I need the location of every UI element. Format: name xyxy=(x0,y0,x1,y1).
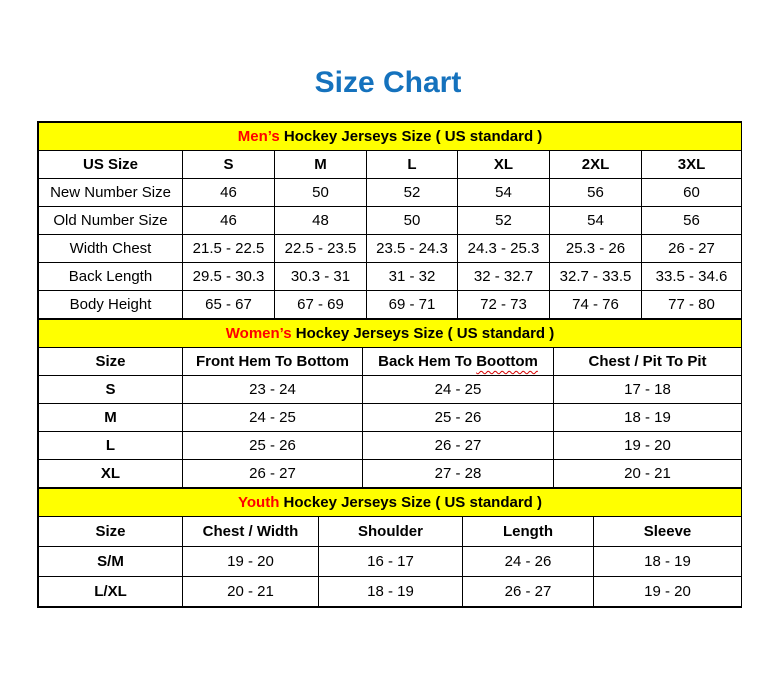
value-cell: 52 xyxy=(367,179,458,207)
value-cell: 26 - 27 xyxy=(463,577,594,607)
value-cell: 50 xyxy=(275,179,367,207)
header-cell: M xyxy=(275,151,367,179)
header-cell: Size xyxy=(39,348,183,376)
header-cell: Size xyxy=(39,517,183,547)
header-text: Back Hem To xyxy=(378,353,477,370)
misspelled-word: Boottom xyxy=(476,353,538,370)
table-row xyxy=(39,460,742,488)
header-cell: S xyxy=(183,151,275,179)
mens-section-banner xyxy=(39,123,742,151)
value-cell: 56 xyxy=(550,179,642,207)
header-cell: Chest / Width xyxy=(183,517,319,547)
value-cell: 17 - 18 xyxy=(554,376,742,404)
youth-banner-highlight: Youth xyxy=(238,494,280,511)
value-cell: 56 xyxy=(642,207,742,235)
value-cell: 20 - 21 xyxy=(183,577,319,607)
value-cell: 60 xyxy=(642,179,742,207)
size-label-cell: Body Height xyxy=(39,291,183,319)
womens-section-banner xyxy=(39,320,742,348)
value-cell: 48 xyxy=(275,207,367,235)
value-cell: 25 - 26 xyxy=(183,432,363,460)
mens-size-table xyxy=(38,122,742,319)
value-cell: 26 - 27 xyxy=(363,432,554,460)
value-cell: 19 - 20 xyxy=(183,547,319,577)
header-cell: Shoulder xyxy=(319,517,463,547)
table-row xyxy=(39,179,742,207)
size-label-cell: M xyxy=(39,404,183,432)
youth-size-table xyxy=(38,488,742,607)
value-cell: 77 - 80 xyxy=(642,291,742,319)
value-cell: 33.5 - 34.6 xyxy=(642,263,742,291)
header-cell: 2XL xyxy=(550,151,642,179)
value-cell: 19 - 20 xyxy=(594,577,742,607)
value-cell: 24 - 25 xyxy=(363,376,554,404)
table-row xyxy=(39,547,742,577)
header-cell: Front Hem To Bottom xyxy=(183,348,363,376)
value-cell: 72 - 73 xyxy=(458,291,550,319)
value-cell: 54 xyxy=(458,179,550,207)
size-label-cell: Width Chest xyxy=(39,235,183,263)
value-cell: 65 - 67 xyxy=(183,291,275,319)
value-cell: 32 - 32.7 xyxy=(458,263,550,291)
mens-banner-text: Hockey Jerseys Size ( US standard ) xyxy=(279,128,543,145)
size-label-cell: XL xyxy=(39,460,183,488)
value-cell: 18 - 19 xyxy=(319,577,463,607)
table-row xyxy=(39,432,742,460)
value-cell: 69 - 71 xyxy=(367,291,458,319)
value-cell: 20 - 21 xyxy=(554,460,742,488)
size-tables-container xyxy=(37,121,742,608)
youth-section-banner xyxy=(39,489,742,517)
value-cell: 18 - 19 xyxy=(594,547,742,577)
header-cell: Chest / Pit To Pit xyxy=(554,348,742,376)
value-cell: 24 - 25 xyxy=(183,404,363,432)
value-cell: 27 - 28 xyxy=(363,460,554,488)
value-cell: 19 - 20 xyxy=(554,432,742,460)
value-cell: 21.5 - 22.5 xyxy=(183,235,275,263)
value-cell: 24 - 26 xyxy=(463,547,594,577)
value-cell: 46 xyxy=(183,179,275,207)
value-cell: 23 - 24 xyxy=(183,376,363,404)
value-cell: 29.5 - 30.3 xyxy=(183,263,275,291)
womens-size-table xyxy=(38,319,742,488)
value-cell: 52 xyxy=(458,207,550,235)
size-label-cell: Back Length xyxy=(39,263,183,291)
size-label-cell: New Number Size xyxy=(39,179,183,207)
value-cell: 24.3 - 25.3 xyxy=(458,235,550,263)
mens-banner-highlight: Men’s xyxy=(237,128,280,145)
header-cell: 3XL xyxy=(642,151,742,179)
table-row xyxy=(39,263,742,291)
table-row xyxy=(39,376,742,404)
value-cell: 16 - 17 xyxy=(319,547,463,577)
value-cell: 31 - 32 xyxy=(367,263,458,291)
size-label-cell: L xyxy=(39,432,183,460)
table-row xyxy=(39,207,742,235)
header-cell: Sleeve xyxy=(594,517,742,547)
header-cell: US Size xyxy=(39,151,183,179)
header-cell xyxy=(363,348,554,376)
value-cell: 22.5 - 23.5 xyxy=(275,235,367,263)
value-cell: 25.3 - 26 xyxy=(550,235,642,263)
table-row xyxy=(39,404,742,432)
size-label-cell: L/XL xyxy=(39,577,183,607)
value-cell: 50 xyxy=(367,207,458,235)
header-cell: Length xyxy=(463,517,594,547)
page-title: Size Chart xyxy=(314,66,462,99)
value-cell: 67 - 69 xyxy=(275,291,367,319)
value-cell: 30.3 - 31 xyxy=(275,263,367,291)
value-cell: 46 xyxy=(183,207,275,235)
value-cell: 18 - 19 xyxy=(554,404,742,432)
womens-banner-text: Hockey Jerseys Size ( US standard ) xyxy=(291,325,555,342)
table-row xyxy=(39,291,742,319)
value-cell: 23.5 - 24.3 xyxy=(367,235,458,263)
womens-banner-highlight: Women’s xyxy=(225,325,292,342)
value-cell: 26 - 27 xyxy=(183,460,363,488)
size-label-cell: S xyxy=(39,376,183,404)
size-label-cell: S/M xyxy=(39,547,183,577)
value-cell: 54 xyxy=(550,207,642,235)
value-cell: 74 - 76 xyxy=(550,291,642,319)
value-cell: 25 - 26 xyxy=(363,404,554,432)
value-cell: 26 - 27 xyxy=(642,235,742,263)
table-row xyxy=(39,577,742,607)
header-cell: L xyxy=(367,151,458,179)
table-row xyxy=(39,235,742,263)
value-cell: 32.7 - 33.5 xyxy=(550,263,642,291)
header-cell: XL xyxy=(458,151,550,179)
youth-banner-text: Hockey Jerseys Size ( US standard ) xyxy=(279,494,542,511)
size-label-cell: Old Number Size xyxy=(39,207,183,235)
